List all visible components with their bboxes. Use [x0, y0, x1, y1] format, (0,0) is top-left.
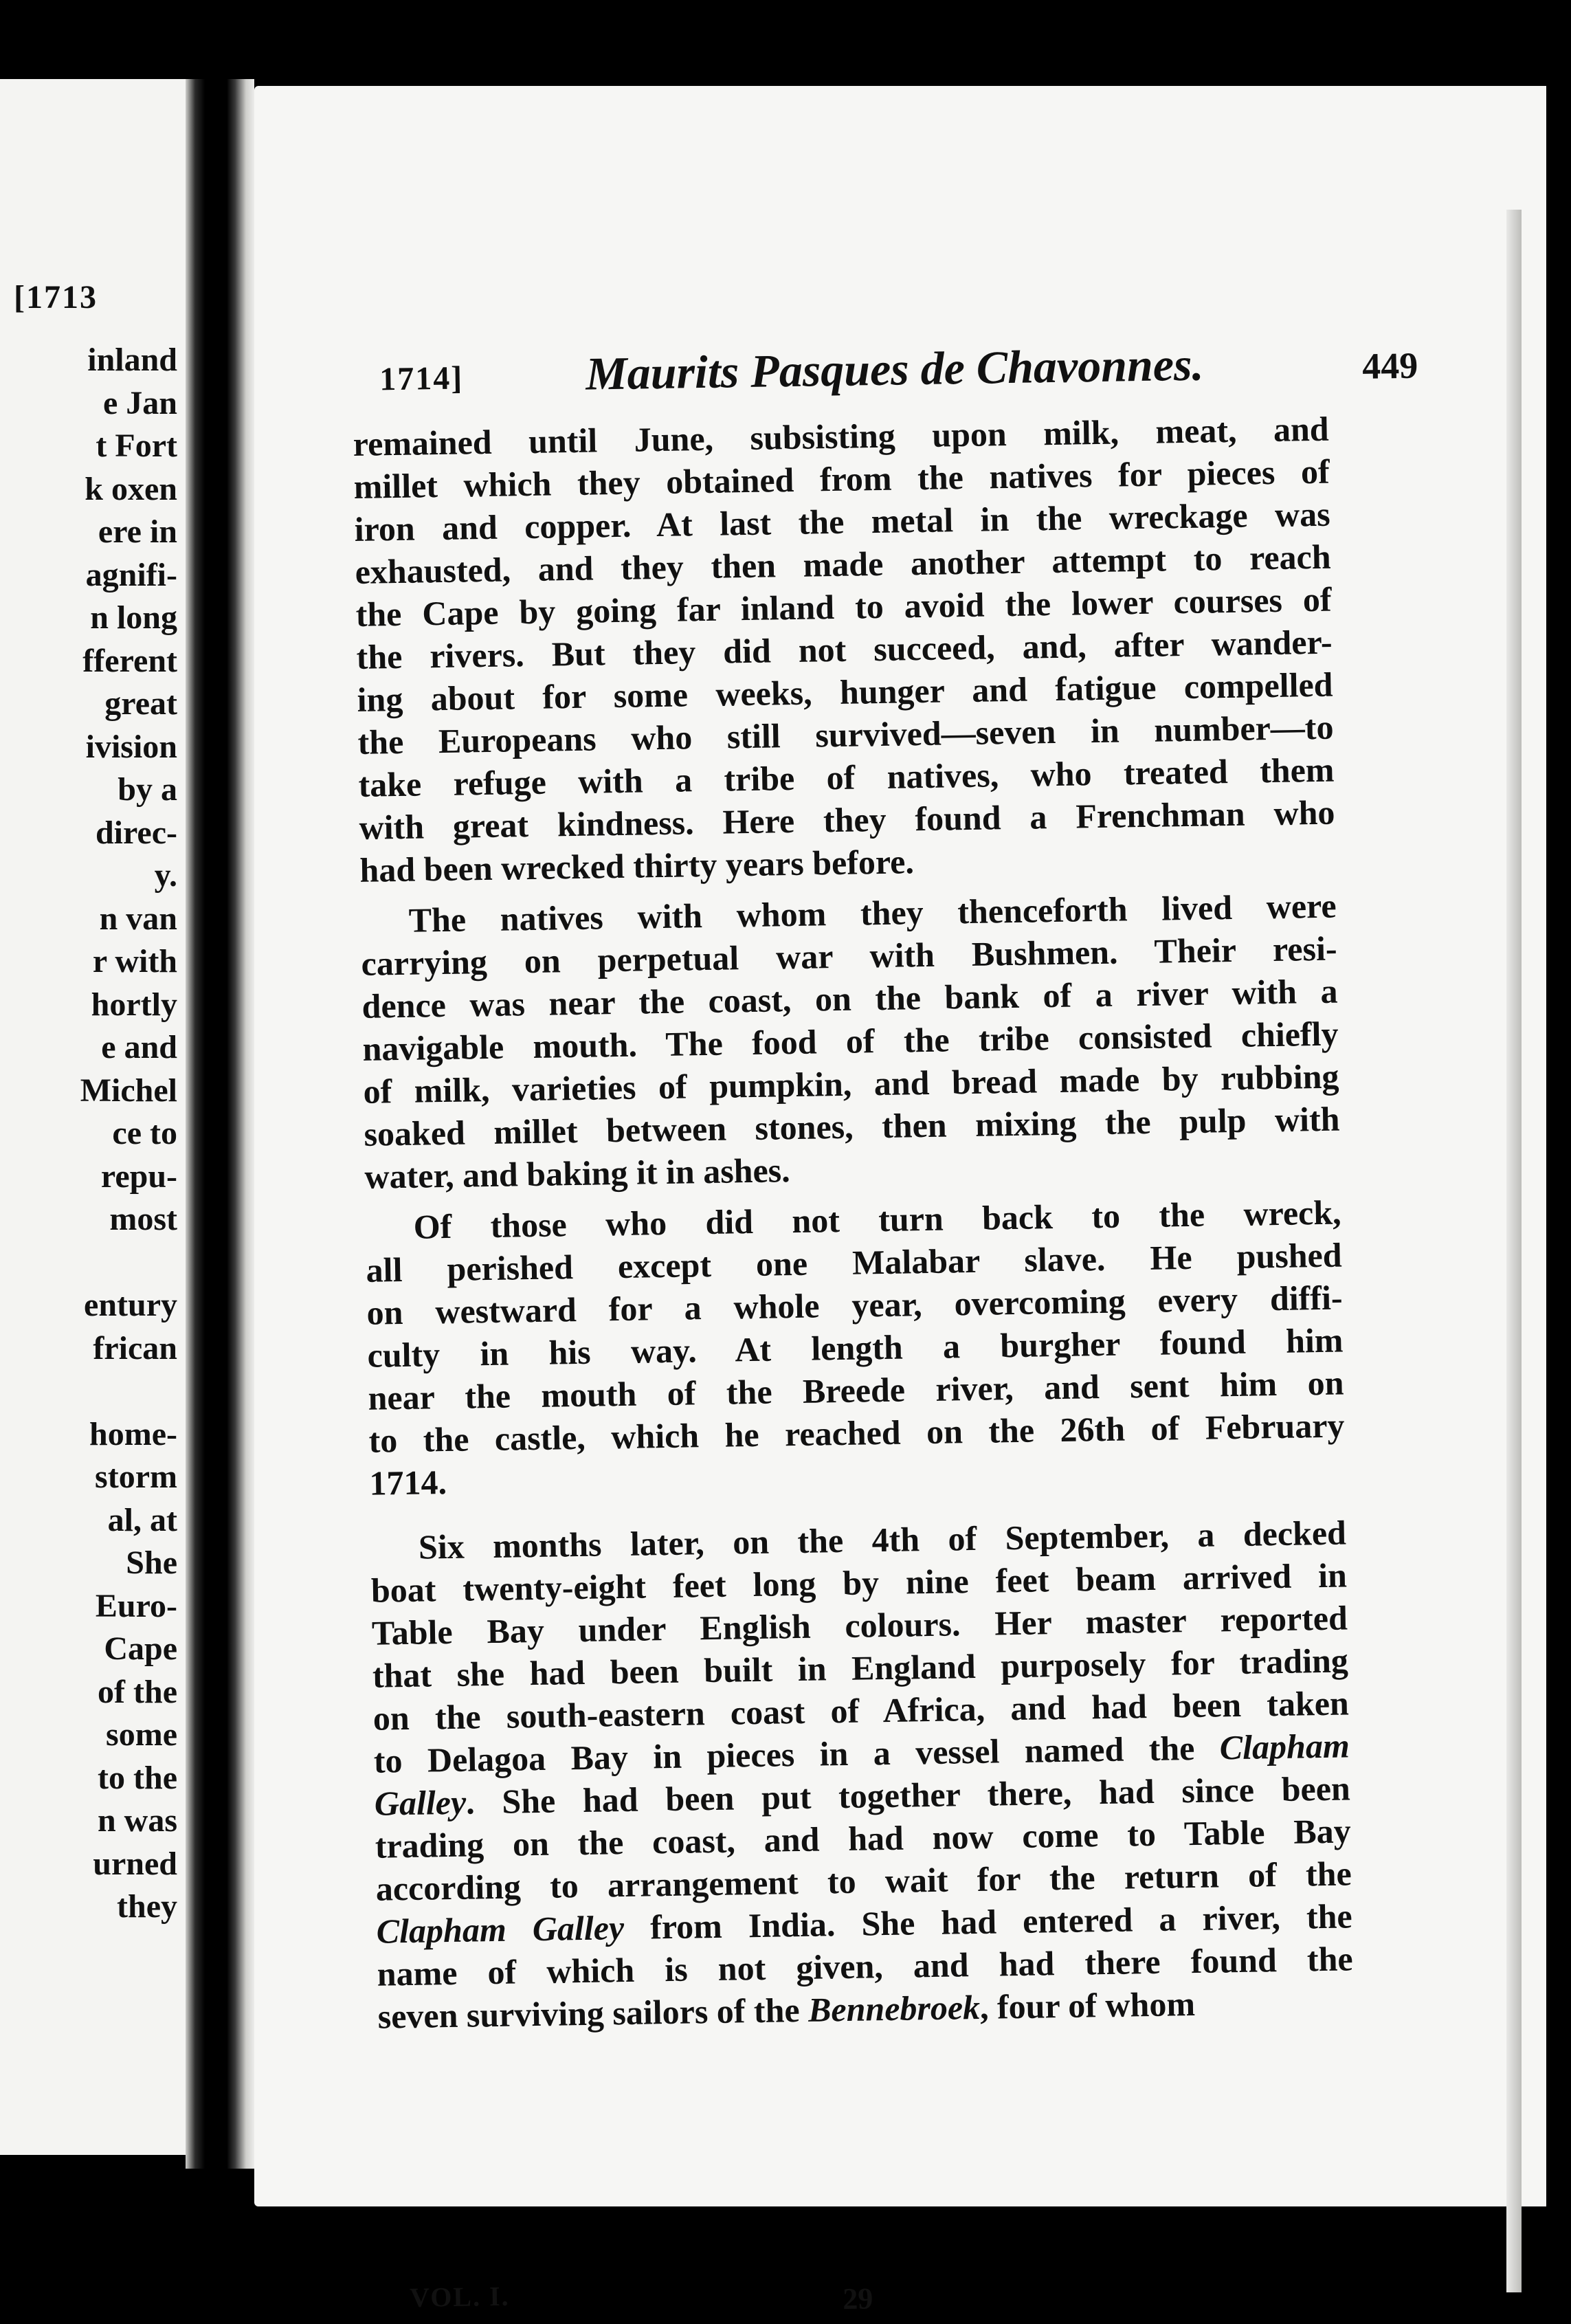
facing-page-line: al, at [107, 1501, 177, 1538]
facing-page-line: of the [98, 1673, 177, 1710]
facing-page-line [0, 1370, 177, 1413]
paragraph [365, 1191, 1346, 1505]
text-line: navigable mouth. The food of the tribe consisted chiefly [362, 1014, 1339, 1068]
paragraph [353, 408, 1336, 892]
ship-name: Bennebroek [807, 1987, 981, 2029]
book-page [254, 86, 1546, 2316]
facing-page-line: Michel [80, 1072, 177, 1109]
facing-page-line: agnifi- [85, 556, 177, 593]
facing-page-line: repu- [100, 1158, 177, 1195]
facing-page-line: n van [99, 900, 177, 937]
facing-page-line: She [126, 1545, 177, 1581]
text-line: trading on the coast, and had now come to Table Bay [375, 1811, 1352, 1866]
paragraph [360, 885, 1341, 1198]
ship-name: Galley [374, 1782, 467, 1823]
text-line: Six months later, on the 4th of September, a decked [418, 1513, 1347, 1567]
text-line: ing about for some weeks, hunger and fatigue compelled [357, 665, 1333, 719]
facing-page-line: ere in [98, 513, 177, 550]
facing-page-line: fferent [82, 642, 177, 679]
facing-page-line: direc- [95, 814, 177, 851]
text-line: the Europeans who still survived—seven in number—to [357, 707, 1334, 762]
text-line: name of which is not given, and had there found the [377, 1939, 1354, 1993]
text-line: on the south-eastern coast of Africa, and had been taken [372, 1683, 1350, 1738]
facing-page-line: by a [118, 771, 177, 808]
book-gutter [186, 79, 254, 2169]
running-title: Maurits Pasques de Chavonnes. [585, 337, 1204, 400]
facing-page [0, 79, 186, 2155]
text-line: Galley. She had been put together there, had since been [374, 1769, 1351, 1823]
facing-page-line: home- [89, 1415, 177, 1452]
page-footer [389, 2266, 1379, 2323]
text-line: seven surviving sailors of the Bennebroek, four of whom [377, 1984, 1196, 2036]
text-line: on westward for a whole year, overcoming every diffi- [366, 1278, 1343, 1332]
facing-page-line: they [117, 1888, 177, 1925]
facing-page-line: some [106, 1716, 177, 1753]
signature-mark: 29 [842, 2281, 873, 2316]
facing-page-line: ce to [112, 1115, 177, 1151]
facing-page-header: [1713 [14, 279, 98, 316]
text-line: to Delagoa Bay in pieces in a vessel named the Clapham [373, 1726, 1350, 1780]
text-line: culty in his way. At length a burgher found him [367, 1320, 1344, 1375]
text-line: water, and baking it in ashes. [364, 1151, 791, 1196]
facing-page-line: t Fort [96, 428, 177, 464]
text-line: The natives with whom they thenceforth lived were [408, 886, 1337, 940]
facing-page-line: n was [97, 1802, 177, 1839]
ship-name: Clapham [1219, 1726, 1350, 1767]
text-line: soaked millet between stones, then mixing the pulp with [364, 1099, 1340, 1153]
facing-page-text [0, 339, 177, 1929]
page-content [350, 263, 1418, 2316]
page-edge [1506, 210, 1522, 2292]
text-line: Table Bay under English colours. Her master reported [371, 1598, 1348, 1652]
facing-page-line: urned [93, 1845, 177, 1882]
text-line: with great kindness. Here they found a Frenchman who [359, 793, 1335, 847]
text-line: boat twenty-eight feet long by nine feet beam arrived in [370, 1556, 1348, 1610]
facing-page-line: y. [154, 857, 177, 894]
facing-page-line: e Jan [103, 384, 177, 421]
facing-page-line: entury [84, 1287, 177, 1323]
facing-page-line: inland [87, 342, 177, 378]
text-line: the Cape by going far inland to avoid the lower courses of [355, 579, 1332, 634]
facing-page-line: storm [95, 1459, 177, 1495]
facing-page-line: Euro- [95, 1587, 177, 1624]
text-line: iron and copper. At last the metal in the wreckage was [354, 494, 1330, 549]
text-line: near the mouth of the Breede river, and sent him on [368, 1363, 1344, 1417]
text-line: the rivers. But they did not succeed, and, after wander- [356, 622, 1333, 676]
text-line: Clapham Galley from India. She had entered a river, the [376, 1896, 1353, 1951]
facing-page-line: great [104, 685, 177, 722]
facing-page-line: Cape [104, 1630, 177, 1667]
facing-page-line: ivision [85, 728, 177, 765]
text-line: exhausted, and they then made another attempt to reach [355, 537, 1331, 591]
text-line: of milk, varieties of pumpkin, and bread made by rubbing [363, 1056, 1339, 1111]
text-line: that she had been built in England purposely for trading [372, 1641, 1349, 1695]
running-header [350, 263, 1418, 400]
facing-page-line: r with [92, 943, 177, 980]
text-line: 1714. [369, 1463, 447, 1503]
text-line: dence was near the coast, on the bank of a river with a [361, 971, 1338, 1026]
paragraph [370, 1511, 1355, 2037]
ship-name: Clapham Galley [376, 1908, 625, 1951]
body-text [353, 408, 1354, 2046]
facing-page-line: frican [93, 1329, 177, 1366]
facing-page-line: k oxen [85, 470, 177, 507]
facing-page-line [0, 1241, 177, 1285]
facing-page-line: to the [98, 1759, 177, 1796]
facing-page-line: n long [90, 599, 177, 636]
text-line: carrying on perpetual war with Bushmen. Their resi- [361, 929, 1337, 983]
text-line: remained until June, subsisting upon milk, meat, and [353, 409, 1330, 463]
text-line: to the castle, which he reached on the 26th of February [368, 1406, 1345, 1460]
text-line: millet which they obtained from the natives for pieces of [353, 452, 1330, 506]
text-line: all perished except one Malabar slave. He pushed [366, 1235, 1342, 1290]
text-line: Of those who did not turn back to the wreck, [413, 1193, 1341, 1246]
facing-page-line: hortly [91, 986, 177, 1023]
text-line: take refuge with a tribe of natives, who treated them [358, 750, 1335, 804]
header-date: 1714] [379, 359, 464, 398]
volume-label: VOL. I. [409, 2280, 510, 2314]
text-line: according to arrangement to wait for the return of the [375, 1854, 1352, 1908]
facing-page-line: e and [101, 1029, 177, 1065]
text-line: had been wrecked thirty years before. [359, 842, 915, 889]
page-number: 449 [1361, 344, 1418, 387]
facing-page-line: most [109, 1201, 177, 1237]
